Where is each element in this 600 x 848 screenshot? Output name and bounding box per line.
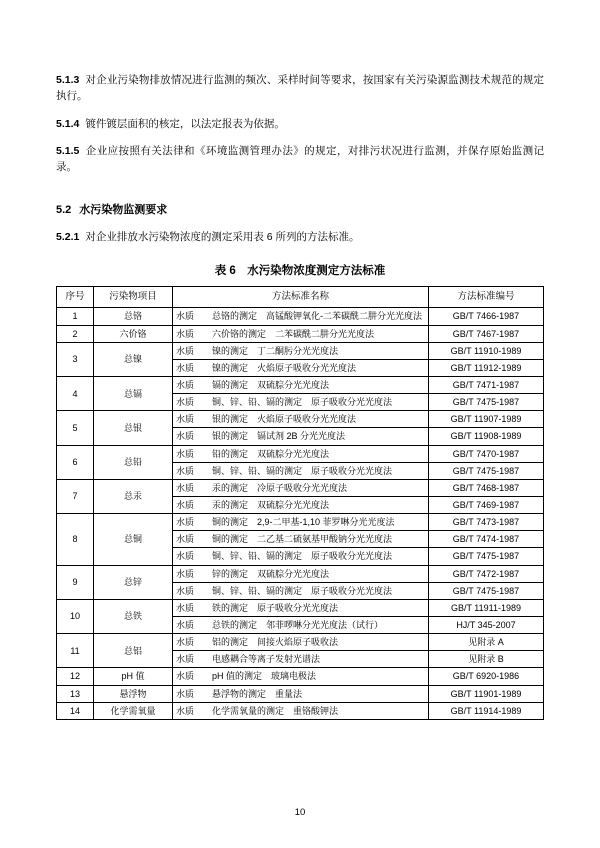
cell-standard-code: GB/T 11908-1989 <box>429 428 544 445</box>
cell-standard-code: GB/T 7469-1987 <box>429 496 544 513</box>
table-row <box>57 702 544 719</box>
method-text: 汞的测定 冷原子吸收分光光度法 <box>212 482 348 493</box>
table-header <box>57 286 544 308</box>
column-header-method: 方法标准名称 <box>173 286 429 308</box>
cell-pollutant-item: 化学需氧量 <box>94 702 173 719</box>
table-row <box>57 599 544 616</box>
cell-standard-code: GB/T 7472-1987 <box>429 565 544 582</box>
section-heading-5-2 <box>56 201 544 217</box>
column-header-code: 方法标准编号 <box>429 286 544 308</box>
method-prefix: 水质 <box>176 654 195 665</box>
cell-method-name <box>173 394 429 411</box>
cell-method-name <box>173 582 429 599</box>
method-text: pH 值的测定 玻璃电极法 <box>212 671 317 682</box>
table-row <box>57 685 544 702</box>
paragraph-text: 对企业污染物排放情况进行监测的频次、采样时间等要求，按国家有关污染源监测技术规范的规定执行。 <box>56 74 544 103</box>
section-number: 5.2 <box>56 204 72 217</box>
method-prefix: 水质 <box>176 397 195 408</box>
method-prefix: 水质 <box>176 311 195 322</box>
cell-no: 9 <box>57 565 94 599</box>
cell-standard-code: GB/T 6920-1986 <box>429 668 544 685</box>
cell-no: 4 <box>57 376 94 410</box>
cell-standard-code: GB/T 11907-1989 <box>429 411 544 428</box>
cell-pollutant-item: 总铜 <box>94 514 173 565</box>
paragraph-5-2-1 <box>56 229 544 245</box>
table-row <box>57 325 544 342</box>
method-prefix: 水质 <box>176 619 195 630</box>
method-text: 电感耦合等离子发射光谱法 <box>212 654 321 665</box>
method-text: 铜的测定 二乙基二硫氨基甲酸钠分光光度法 <box>212 534 393 545</box>
cell-no: 2 <box>57 325 94 342</box>
cell-pollutant-item: 总铬 <box>94 308 173 325</box>
cell-standard-code: GB/T 7467-1987 <box>429 325 544 342</box>
method-text: 铜、锌、铅、镉的测定 原子吸收分光光度法 <box>212 551 393 562</box>
method-text: 铜、锌、铅、镉的测定 原子吸收分光光度法 <box>212 585 393 596</box>
paragraph-text: 镀件镀层面积的核定，以法定报表为依据。 <box>85 117 285 130</box>
column-header-no: 序号 <box>57 286 94 308</box>
cell-standard-code: GB/T 7466-1987 <box>429 308 544 325</box>
cell-standard-code: GB/T 7475-1987 <box>429 548 544 565</box>
table-row <box>57 376 544 393</box>
cell-standard-code: GB/T 7475-1987 <box>429 462 544 479</box>
method-prefix: 水质 <box>176 705 195 716</box>
method-prefix: 水质 <box>176 585 195 596</box>
cell-standard-code: GB/T 7470-1987 <box>429 445 544 462</box>
method-text: 铜、锌、铅、镉的测定 原子吸收分光光度法 <box>212 397 393 408</box>
method-text: 银的测定 火焰原子吸收分光光度法 <box>212 414 357 425</box>
cell-no: 6 <box>57 445 94 479</box>
cell-method-name <box>173 685 429 702</box>
cell-standard-code: 见附录 A <box>429 634 544 651</box>
cell-pollutant-item: 总汞 <box>94 479 173 513</box>
paragraph-5-1-4 <box>56 116 544 132</box>
method-text: 铜、锌、铅、镉的测定 原子吸收分光光度法 <box>212 465 393 476</box>
cell-pollutant-item: 总银 <box>94 411 173 445</box>
cell-standard-code: GB/T 7475-1987 <box>429 582 544 599</box>
method-prefix: 水质 <box>176 534 195 545</box>
method-prefix: 水质 <box>176 568 195 579</box>
method-text: 悬浮物的测定 重量法 <box>212 688 303 699</box>
table-row <box>57 411 544 428</box>
cell-method-name <box>173 616 429 633</box>
cell-pollutant-item: 总镉 <box>94 376 173 410</box>
cell-no: 10 <box>57 599 94 633</box>
cell-method-name <box>173 565 429 582</box>
method-text: 铁的测定 原子吸收分光光度法 <box>212 602 339 613</box>
cell-no: 8 <box>57 514 94 565</box>
table-row <box>57 634 544 651</box>
method-text: 总铬的测定 高锰酸钾氧化-二苯碳酰二肼分光光度法 <box>212 311 422 322</box>
cell-standard-code: GB/T 11912-1989 <box>429 359 544 376</box>
column-header-item: 污染物项目 <box>94 286 173 308</box>
method-text: 镍的测定 丁二酮肟分光光度法 <box>212 345 339 356</box>
table-row <box>57 514 544 531</box>
paragraph-5-1-5 <box>56 143 544 176</box>
cell-method-name <box>173 308 429 325</box>
method-prefix: 水质 <box>176 482 195 493</box>
cell-standard-code: GB/T 11911-1989 <box>429 599 544 616</box>
cell-no: 7 <box>57 479 94 513</box>
cell-method-name <box>173 599 429 616</box>
cell-standard-code: GB/T 7471-1987 <box>429 376 544 393</box>
table-row <box>57 565 544 582</box>
method-prefix: 水质 <box>176 362 195 373</box>
paragraph-number: 5.1.3 <box>56 74 80 86</box>
method-text: 铜的测定 2,9-二甲基-1,10 菲罗啉分光光度法 <box>212 517 395 528</box>
table-caption: 表 6 水污染物浓度测定方法标准 <box>214 264 386 277</box>
cell-standard-code: GB/T 11910-1989 <box>429 342 544 359</box>
method-text: 镍的测定 火焰原子吸收分光光度法 <box>212 362 357 373</box>
method-prefix: 水质 <box>176 448 195 459</box>
cell-no: 1 <box>57 308 94 325</box>
cell-method-name <box>173 531 429 548</box>
method-prefix: 水质 <box>176 345 195 356</box>
method-prefix: 水质 <box>176 499 195 510</box>
table-row <box>57 342 544 359</box>
cell-standard-code: 见附录 B <box>429 651 544 668</box>
method-prefix: 水质 <box>176 414 195 425</box>
cell-pollutant-item: 总铁 <box>94 599 173 633</box>
paragraph-5-1-3 <box>56 72 544 105</box>
cell-pollutant-item: 总镍 <box>94 342 173 376</box>
paragraph-number: 5.1.4 <box>56 117 80 130</box>
paragraph-number: 5.2.1 <box>56 231 80 244</box>
cell-standard-code: HJ/T 345-2007 <box>429 616 544 633</box>
method-text: 化学需氧量的测定 重铬酸钾法 <box>212 705 339 716</box>
cell-standard-code: GB/T 7468-1987 <box>429 479 544 496</box>
table-row <box>57 445 544 462</box>
method-prefix: 水质 <box>176 431 195 442</box>
method-prefix: 水质 <box>176 517 195 528</box>
table-row <box>57 668 544 685</box>
method-prefix: 水质 <box>176 551 195 562</box>
paragraph-number: 5.1.5 <box>56 144 80 157</box>
cell-no: 14 <box>57 702 94 719</box>
cell-standard-code: GB/T 11901-1989 <box>429 685 544 702</box>
method-prefix: 水质 <box>176 671 195 682</box>
method-prefix: 水质 <box>176 328 195 339</box>
method-prefix: 水质 <box>176 688 195 699</box>
method-text: 总铁的测定 邻菲啰啉分光光度法（试行） <box>212 619 384 630</box>
water-pollutant-method-table <box>56 286 544 720</box>
cell-method-name <box>173 479 429 496</box>
cell-method-name <box>173 496 429 513</box>
method-text: 汞的测定 双硫腙分光光度法 <box>212 499 330 510</box>
method-text: 六价铬的测定 二苯碳酰二肼分光光度法 <box>212 328 375 339</box>
cell-method-name <box>173 514 429 531</box>
cell-method-name <box>173 428 429 445</box>
cell-no: 13 <box>57 685 94 702</box>
cell-no: 3 <box>57 342 94 376</box>
paragraph-text: 对企业排放水污染物浓度的测定采用表 6 所列的方法标准。 <box>85 231 360 244</box>
method-prefix: 水质 <box>176 379 195 390</box>
method-prefix: 水质 <box>176 637 195 648</box>
cell-pollutant-item: 总锌 <box>94 565 173 599</box>
cell-method-name <box>173 359 429 376</box>
method-text: 镉的测定 双硫腙分光光度法 <box>212 379 330 390</box>
table-header-row <box>57 286 544 308</box>
cell-method-name <box>173 651 429 668</box>
cell-no: 12 <box>57 668 94 685</box>
method-prefix: 水质 <box>176 465 195 476</box>
cell-standard-code: GB/T 11914-1989 <box>429 702 544 719</box>
method-text: 锌的测定 双硫腙分光光度法 <box>212 568 330 579</box>
cell-method-name <box>173 668 429 685</box>
cell-method-name <box>173 548 429 565</box>
section-title: 水污染物监测要求 <box>79 204 168 217</box>
cell-pollutant-item: 悬浮物 <box>94 685 173 702</box>
table-row <box>57 308 544 325</box>
cell-method-name <box>173 325 429 342</box>
cell-standard-code: GB/T 7474-1987 <box>429 531 544 548</box>
page-number: 10 <box>294 807 306 818</box>
cell-method-name <box>173 342 429 359</box>
table-body <box>57 308 544 719</box>
cell-method-name <box>173 462 429 479</box>
cell-method-name <box>173 376 429 393</box>
table-row <box>57 479 544 496</box>
method-text: 铅的测定 双硫腙分光光度法 <box>212 448 330 459</box>
cell-method-name <box>173 445 429 462</box>
cell-no: 11 <box>57 634 94 668</box>
method-prefix: 水质 <box>176 602 195 613</box>
cell-pollutant-item: 总铅 <box>94 445 173 479</box>
cell-standard-code: GB/T 7473-1987 <box>429 514 544 531</box>
cell-pollutant-item: 六价铬 <box>94 325 173 342</box>
cell-pollutant-item: pH 值 <box>94 668 173 685</box>
method-text: 银的测定 镉试剂 2B 分光光度法 <box>212 431 346 442</box>
cell-method-name <box>173 634 429 651</box>
method-text: 铝的测定 间接火焰原子吸收法 <box>212 637 339 648</box>
cell-method-name <box>173 411 429 428</box>
cell-pollutant-item: 总铝 <box>94 634 173 668</box>
paragraph-text: 企业应按照有关法律和《环境监测管理办法》的规定，对排污状况进行监测，并保存原始监测记录。 <box>56 144 544 174</box>
cell-method-name <box>173 702 429 719</box>
cell-no: 5 <box>57 411 94 445</box>
cell-standard-code: GB/T 7475-1987 <box>429 394 544 411</box>
